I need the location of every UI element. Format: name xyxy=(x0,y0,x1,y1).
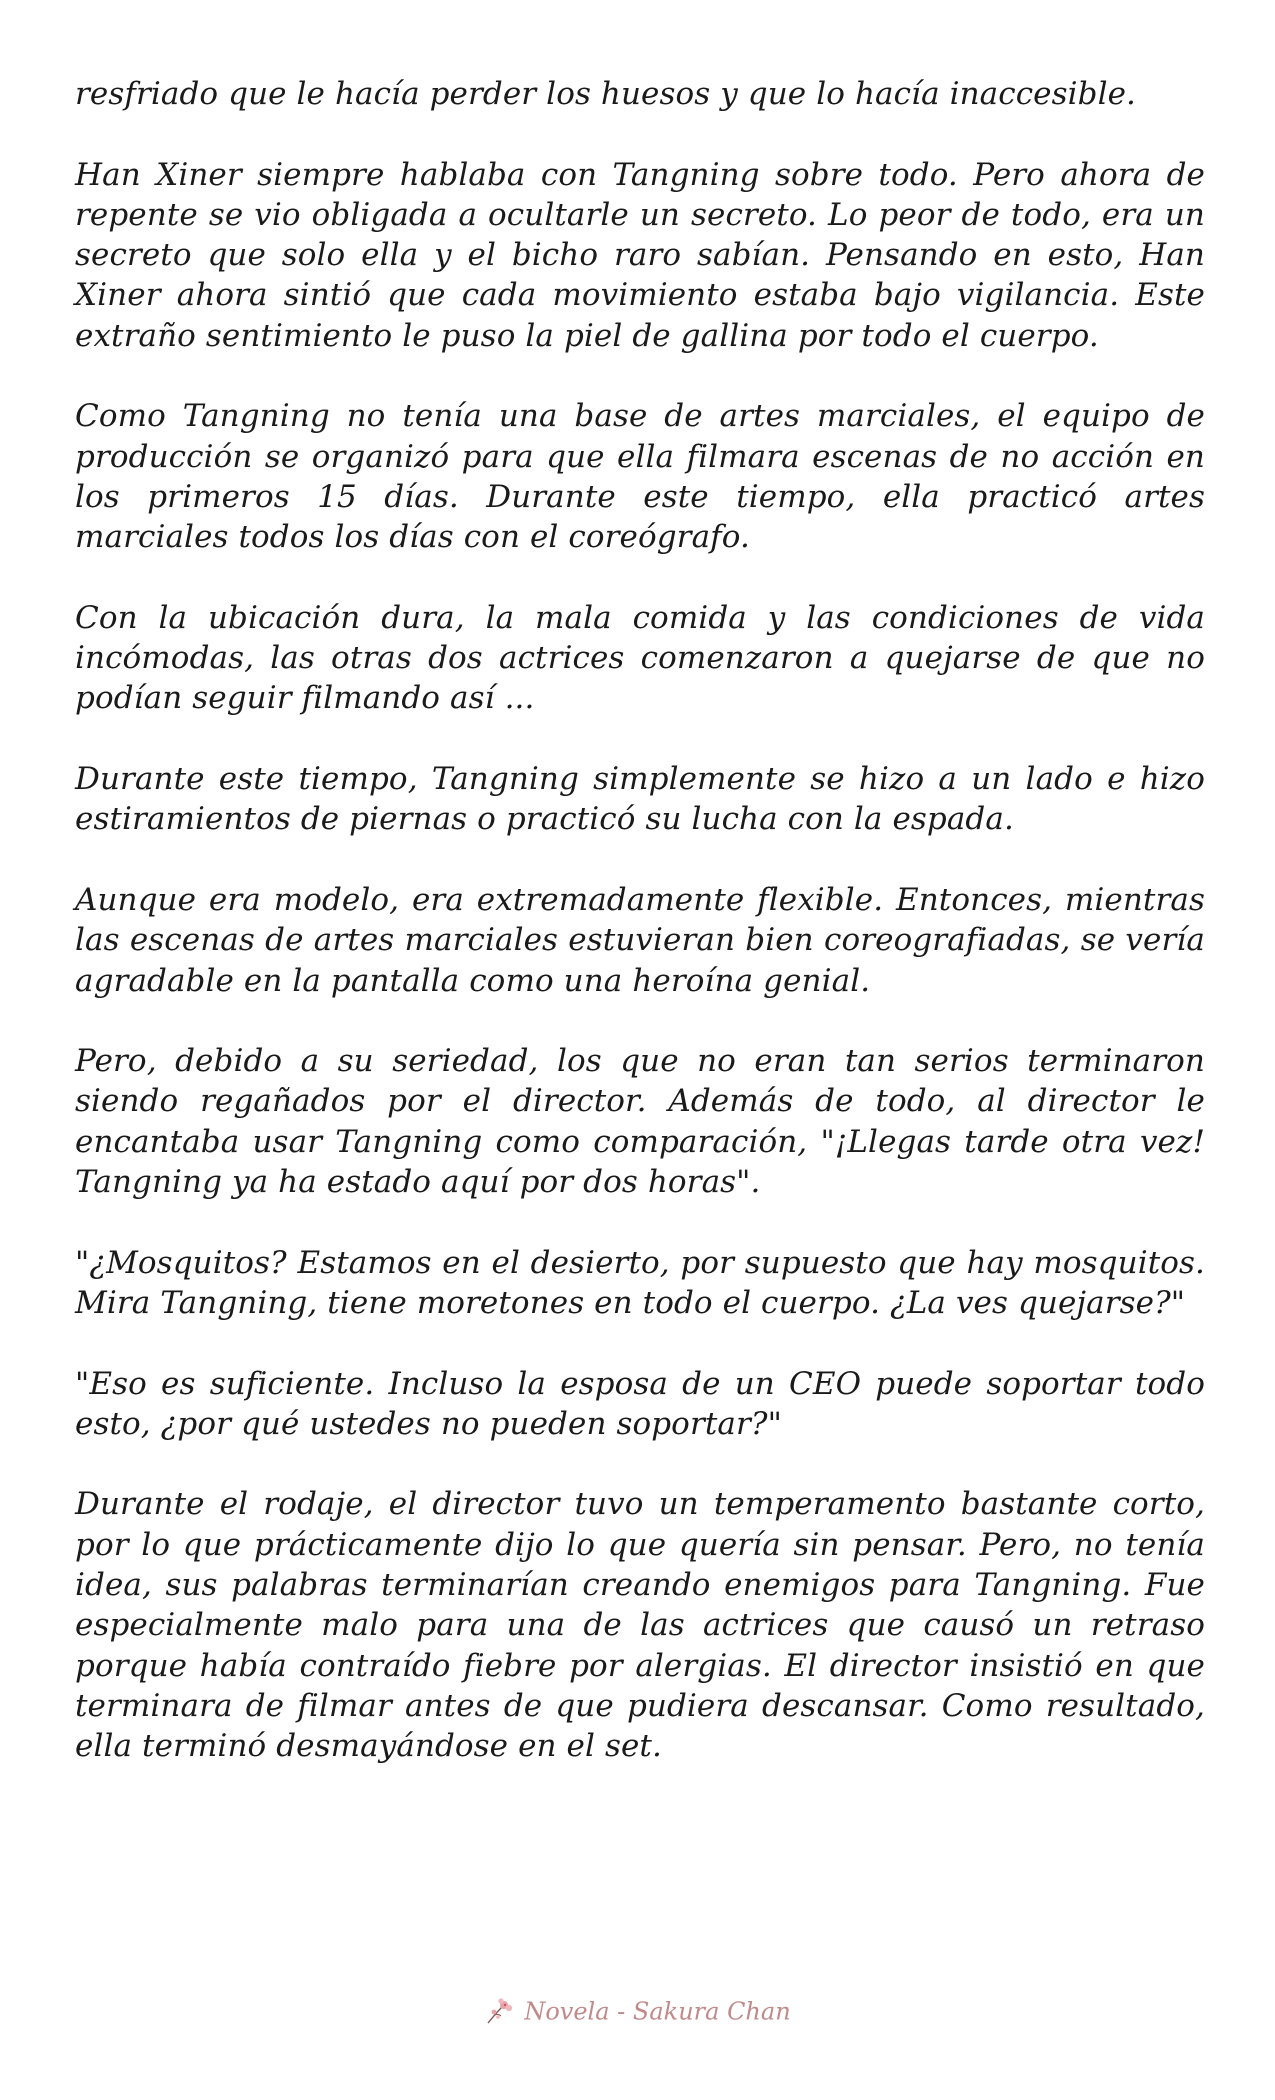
document-body xyxy=(75,74,1205,1974)
paragraph-3: Como Tangning no tenía una base de artes marciales, el equipo de producción se organizó para que ella filmara escenas de no acción en los primeros 15 días. Durante este tiempo, ella practicó artes marciales todos los días con el coreógrafo. xyxy=(75,398,1205,556)
paragraph-6: Aunque era modelo, era extremadamente flexible. Entonces, mientras las escenas de artes marciales estuvieran bien coreografiadas, se vería agradable en la pantalla como una heroína genial. xyxy=(75,881,1205,999)
paragraph-2: Han Xiner siempre hablaba con Tangning sobre todo. Pero ahora de repente se vio obligada a ocultarle un secreto. Lo peor de todo, era un secreto que solo ella y el bicho raro sabían. Pensando en esto, Han Xiner ahora sintió que cada movimiento estaba bajo vigilancia. Este extraño sentimiento le puso la piel de gallina por todo el cuerpo. xyxy=(75,156,1205,354)
paragraph-5: Durante este tiempo, Tangning simplemente se hizo a un lado e hizo estiramientos de piernas o practicó su lucha con la espada. xyxy=(75,761,1205,838)
sakura-flower-icon xyxy=(484,1997,516,2027)
paragraph-10: Durante el rodaje, el director tuvo un temperamento bastante corto, por lo que prácticamente dijo lo que quería sin pensar. Pero, no tenía idea, sus palabras terminarían creando enemigos para Tangning. Fue especialmente malo para una de las actrices que causó un retraso porque había contraído fiebre por alergias. El director insistió en que terminara de filmar antes de que pudiera descansar. Como resultado, ella terminó desmayándose en el set. xyxy=(75,1486,1205,1765)
paragraph-4: Con la ubicación dura, la mala comida y las condiciones de vida incómodas, las otras dos actrices comenzaron a quejarse de que no podían seguir filmando así ... xyxy=(75,599,1205,717)
watermark-text: Novela - Sakura Chan xyxy=(524,1997,791,2026)
paragraph-1: resfriado que le hacía perder los huesos y que lo hacía inaccesible. xyxy=(75,76,1137,112)
paragraph-7: Pero, debido a su seriedad, los que no eran tan serios terminaron siendo regañados por el director. Además de todo, al director le encantaba usar Tangning como comparación, "¡Llegas tarde otra vez! Tangning ya ha estado aquí por dos horas". xyxy=(75,1043,1205,1201)
paragraph-8: "¿Mosquitos? Estamos en el desierto, por supuesto que hay mosquitos. Mira Tangning, tiene moretones en todo el cuerpo. ¿La ves quejarse?" xyxy=(75,1244,1205,1321)
watermark xyxy=(0,1996,1275,2027)
paragraph-9: "Eso es suficiente. Incluso la esposa de un CEO puede soportar todo esto, ¿por qué ustedes no pueden soportar?" xyxy=(75,1365,1205,1442)
